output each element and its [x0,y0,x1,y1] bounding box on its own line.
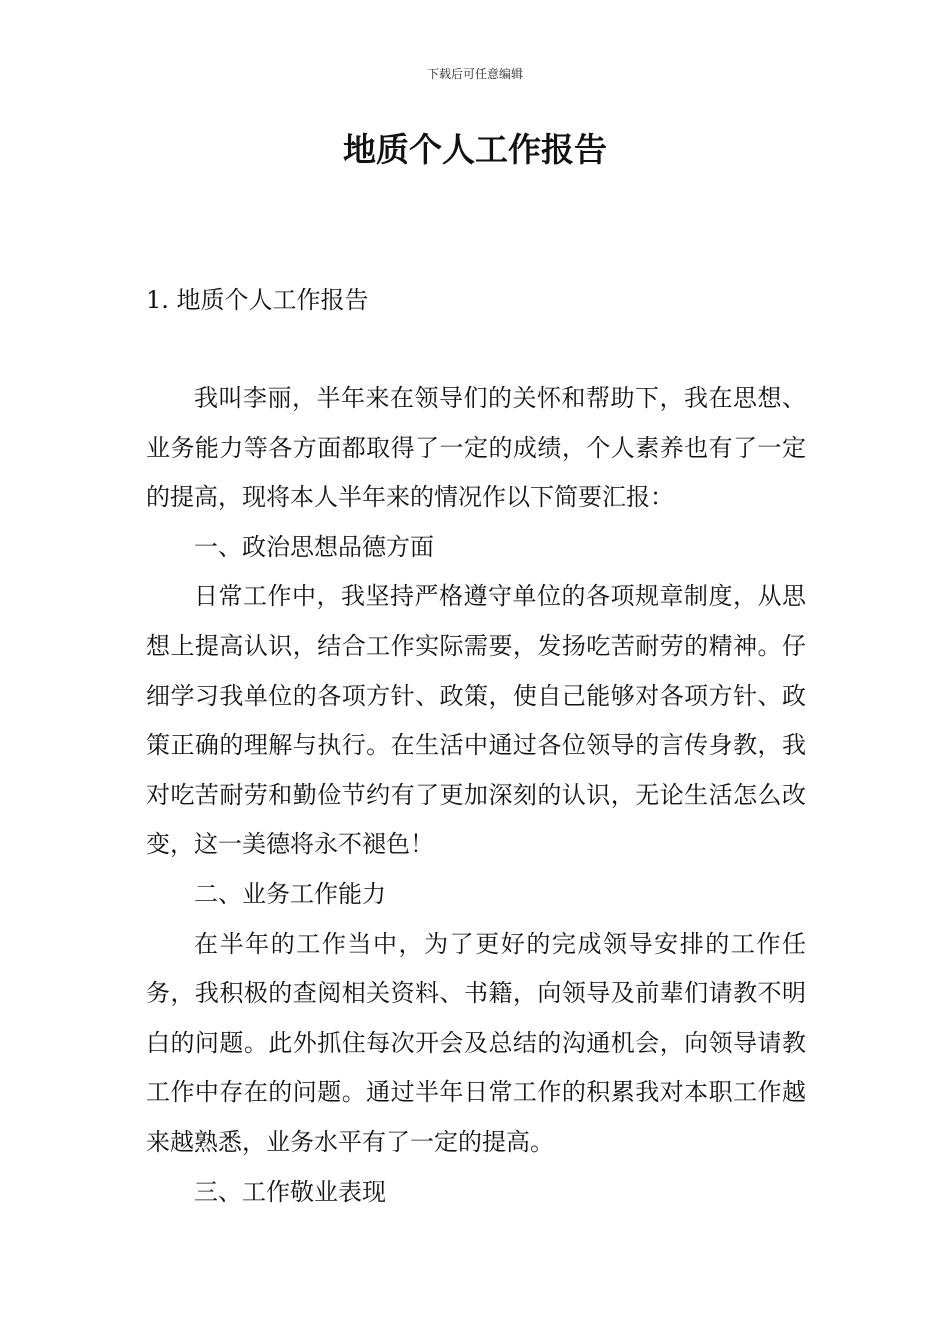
document-title: 地质个人工作报告 [343,130,607,169]
paragraph-business: 在半年的工作当中，为了更好的完成领导安排的工作任务，我积极的查阅相关资料、书籍，向领导及前辈们请教不明白的问题。此外抓住每次开会及总结的沟通机会，向领导请教工作中存在的问题。通过半年日常工作的积累我对本职工作越来越熟悉，业务水平有了一定的提高。 [146,929,806,1156]
section-heading: 1. 地质个人工作报告 [146,286,369,314]
subheading-political: 一、政治思想品德方面 [194,532,434,561]
subheading-business: 二、业务工作能力 [194,879,386,908]
document-body [146,374,806,1217]
paragraph-political: 日常工作中，我坚持严格遵守单位的各项规章制度，从思想上提高认识，结合工作实际需要，发扬吃苦耐劳的精神。仔细学习我单位的各项方针、政策，使自己能够对各项方针、政策正确的理解与执行。在生活中通过各位领导的言传身教，我对吃苦耐劳和勤俭节约有了更加深刻的认识，无论生活怎么改变，这一美德将永不褪色！ [146,582,806,859]
paragraph-intro: 我叫李丽，半年来在领导们的关怀和帮助下，我在思想、业务能力等各方面都取得了一定的成绩，个人素养也有了一定的提高，现将本人半年来的情况作以下简要汇报： [146,384,806,512]
page-header-note: 下载后可任意编辑 [426,67,523,81]
subheading-dedication: 三、工作敬业表现 [194,1177,386,1206]
